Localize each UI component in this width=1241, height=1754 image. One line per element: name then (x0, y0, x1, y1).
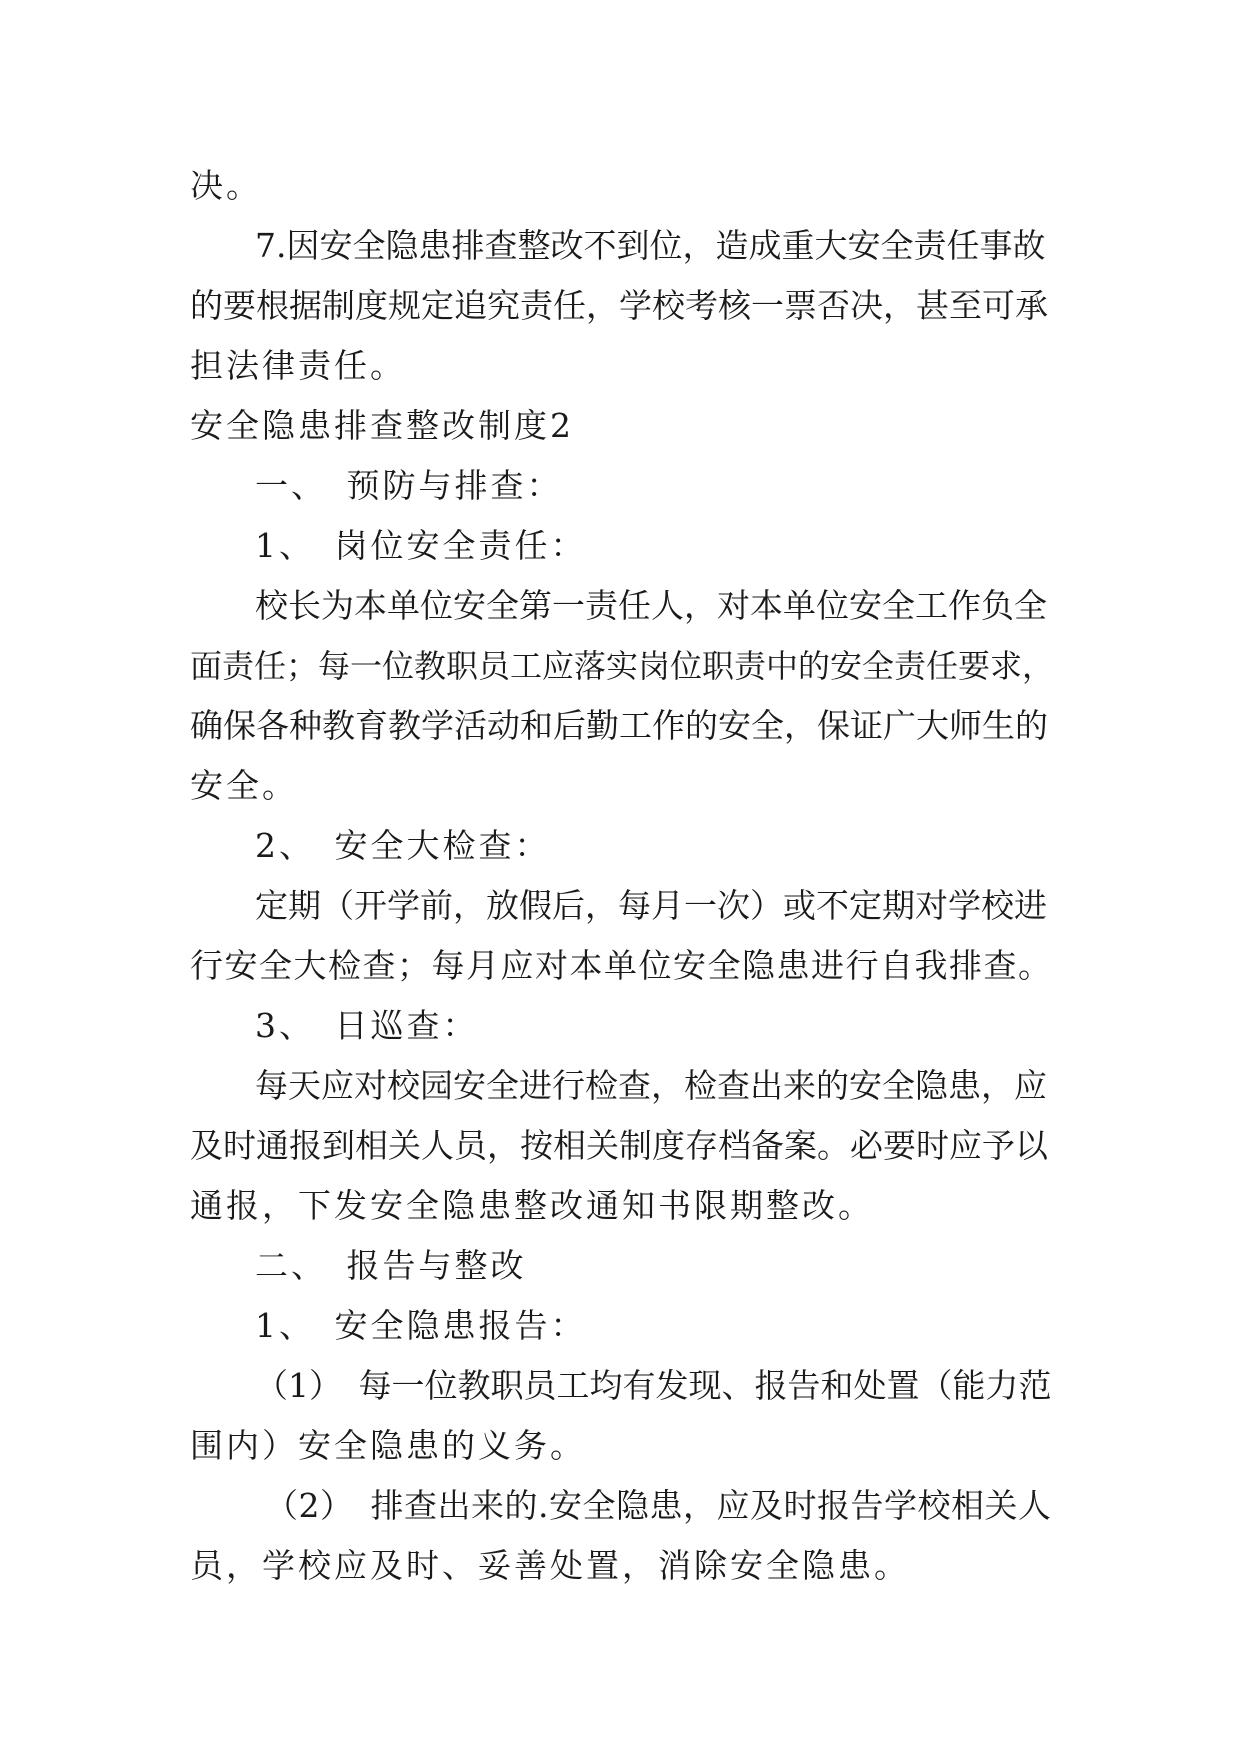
text-line: 1、 岗位安全责任： (255, 526, 587, 565)
text-line: 员，学校应及时、妥善处置，消除安全隐患。 (190, 1546, 910, 1585)
text-line: 校长为本单位安全第一责任人，对本单位安全工作负全 (255, 586, 1047, 625)
text-line: 通报，下发安全隐患整改通知书限期整改。 (190, 1186, 874, 1225)
text-line: 及时通报到相关人员，按相关制度存档备案。必要时应予以 (190, 1126, 1048, 1165)
text-line: 决。 (190, 166, 262, 205)
text-line: 围内）安全隐患的义务。 (190, 1426, 586, 1465)
text-line: 行安全大检查；每月应对本单位安全隐患进行自我排查。 (190, 946, 1053, 985)
text-line: 7.因安全隐患排查整改不到位，造成重大安全责任事故 (255, 226, 1046, 265)
text-line: 确保各种教育教学活动和后勤工作的安全，保证广大师生的 (190, 706, 1048, 745)
text-line: 定期（开学前，放假后，每月一次）或不定期对学校进 (255, 886, 1047, 925)
text-line: 担法律责任。 (190, 346, 406, 385)
text-line: （1） 每一位教职员工均有发现、报告和处置（能力范 (255, 1366, 1052, 1405)
text-line: 每天应对校园安全进行检查，检查出来的安全隐患，应 (255, 1066, 1047, 1105)
text-line: 安全。 (190, 766, 298, 805)
text-line: 1、 安全隐患报告： (255, 1306, 587, 1345)
section-heading: 安全隐患排查整改制度2 (190, 406, 574, 445)
text-line: 面责任；每一位教职员工应落实岗位职责中的安全责任要求， (190, 647, 1055, 685)
text-line: 2、 安全大检查： (255, 826, 551, 865)
text-line: 一、 预防与排查： (255, 466, 563, 505)
text-line: （2） 排查出来的.安全隐患，应及时报告学校相关人 (265, 1486, 1052, 1525)
text-line: 二、 报告与整改 (255, 1246, 527, 1285)
text-line: 3、 日巡查： (255, 1006, 479, 1045)
text-line: 的要根据制度规定追究责任，学校考核一票否决，甚至可承 (190, 286, 1048, 325)
